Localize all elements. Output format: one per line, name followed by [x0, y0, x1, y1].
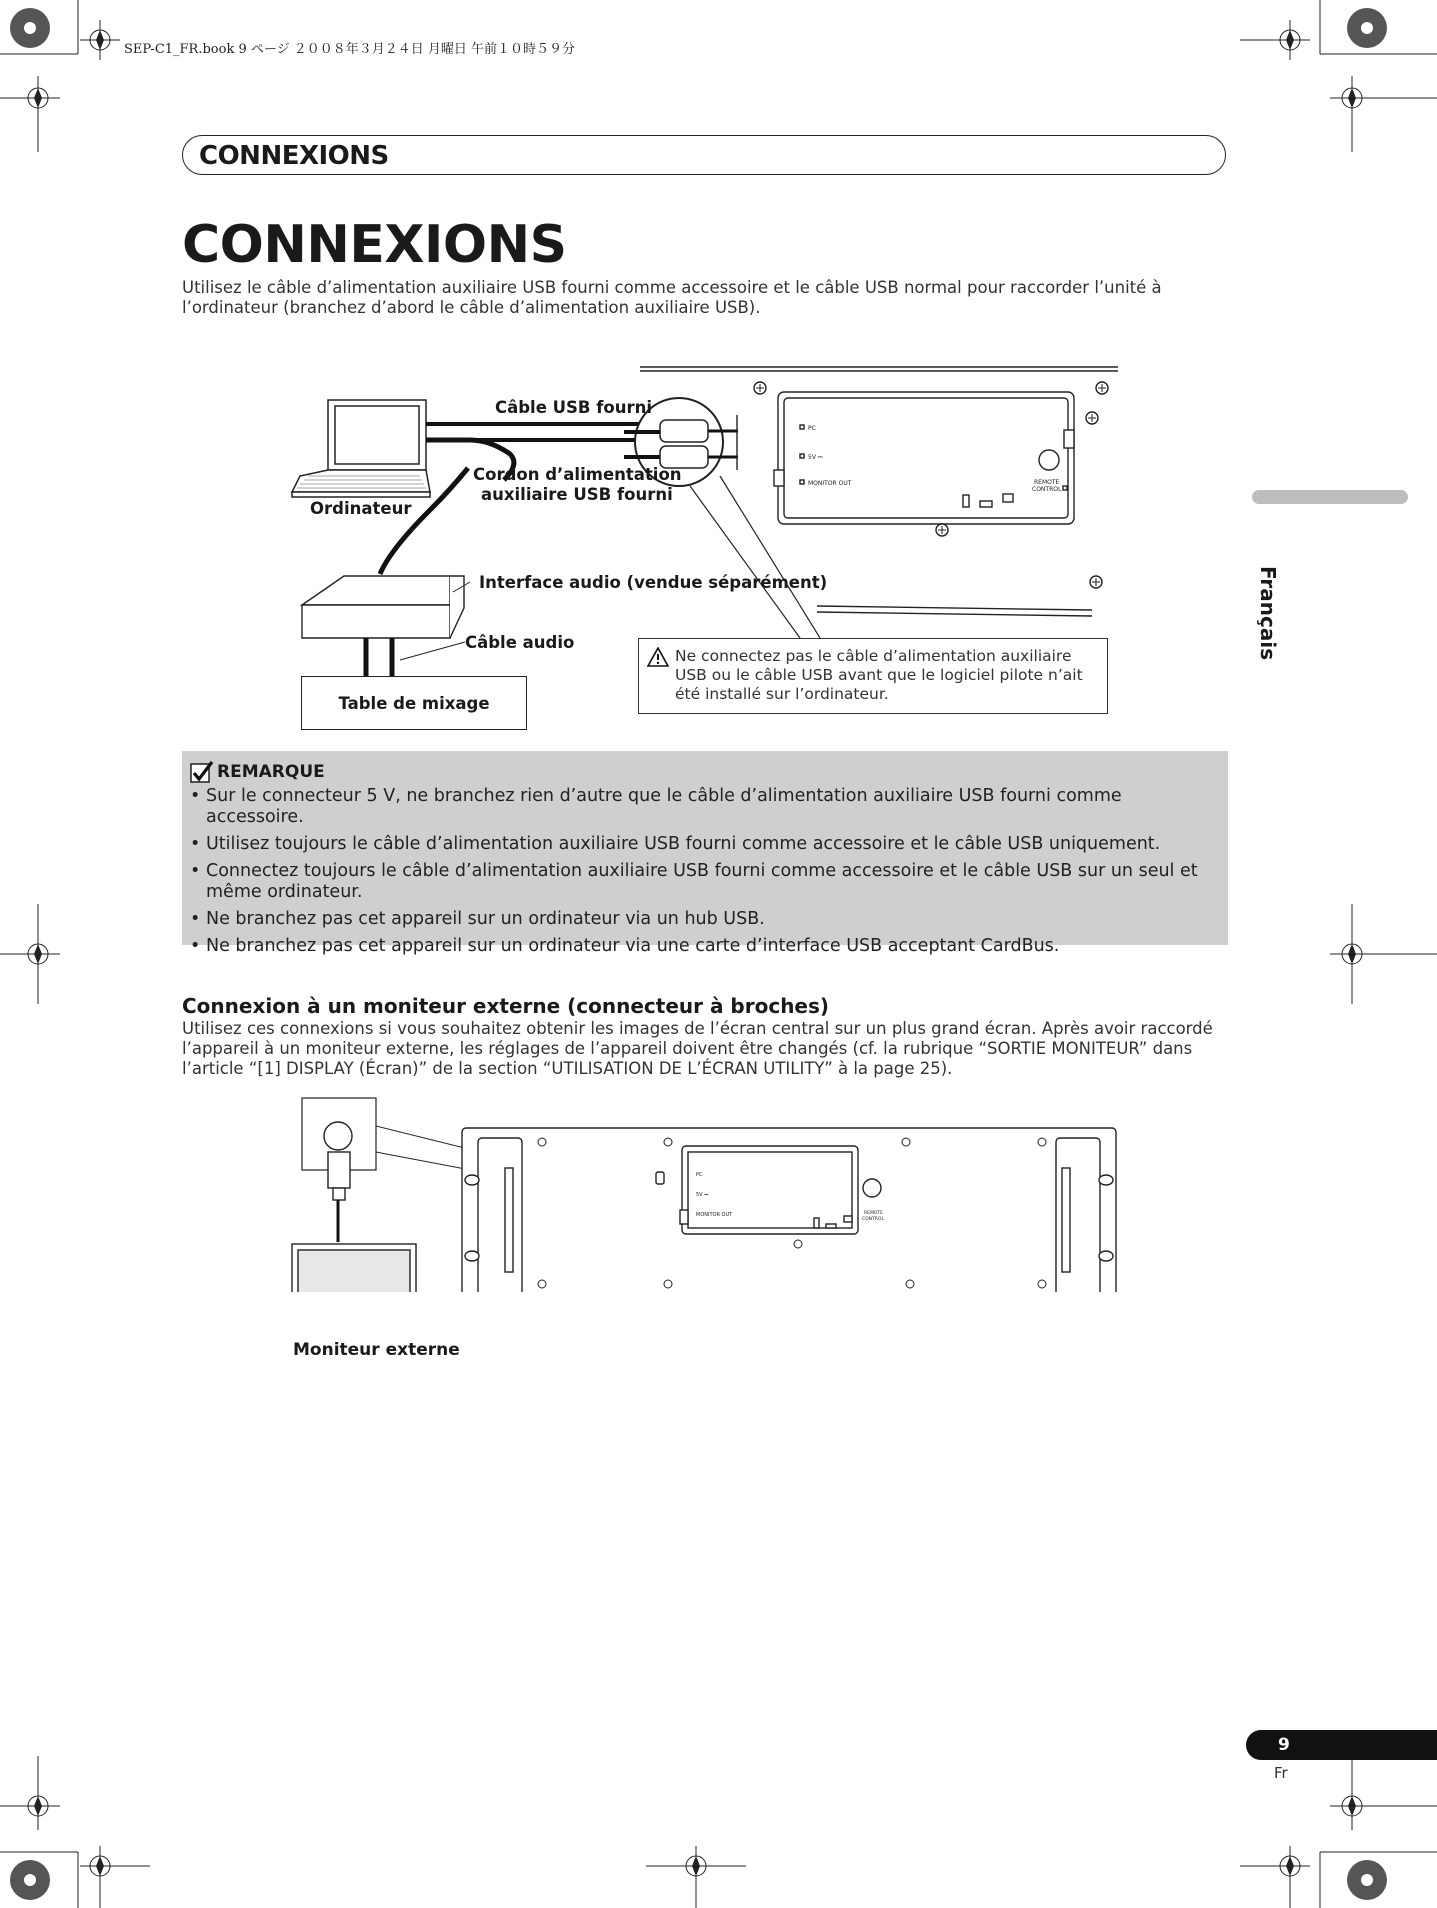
- label-computer: Ordinateur: [310, 499, 412, 518]
- section2-title: Connexion à un moniteur externe (connecteur à broches): [182, 994, 830, 1018]
- external-monitor-illustration: [292, 1244, 416, 1292]
- note-item: • Utilisez toujours le câble d’alimentation auxiliaire USB fourni comme accessoire et le câble USB uniquement.: [190, 834, 1210, 855]
- rack-label-pc: PC: [696, 1172, 703, 1178]
- note-item: • Connectez toujours le câble d’alimentation auxiliaire USB fourni comme accessoire et le câble USB sur un seul et même ordinateur.: [190, 861, 1210, 903]
- corner-starburst-tl: [10, 8, 50, 48]
- page-number: 9: [1278, 1735, 1290, 1755]
- corner-starburst-br: [1347, 1860, 1387, 1900]
- panel-label-remote: REMOTE: [1034, 479, 1060, 486]
- monitor-connector-illustration: [324, 1122, 352, 1200]
- panel-label-monitor-out: MONITOR OUT: [808, 480, 852, 487]
- intro-paragraph: Utilisez le câble d’alimentation auxiliaire USB fourni comme accessoire et le câble USB normal pour raccorder l’unité à l’ordinateur (branchez d’abord le câble d’alimentation auxiliaire USB).: [182, 278, 1162, 317]
- warning-box: [638, 638, 1108, 714]
- rack-label-5v: 5V ⎓: [696, 1192, 709, 1198]
- checkmark-icon: [190, 761, 214, 783]
- panel-label-control: CONTROL: [1032, 486, 1062, 493]
- mixer-box: [301, 676, 527, 730]
- rack-label-remote: REMOTE: [864, 1211, 883, 1216]
- label-external-monitor: Moniteur externe: [293, 1340, 460, 1360]
- note-item: • Ne branchez pas cet appareil sur un ordinateur via un hub USB.: [190, 909, 1210, 930]
- page-title: CONNEXIONS: [182, 215, 567, 275]
- monitor-diagram: [286, 1092, 1126, 1292]
- note-box: [182, 751, 1228, 956]
- language-tab-marker: [1252, 490, 1408, 504]
- laptop-illustration: [292, 400, 430, 497]
- section2-paragraph: Utilisez ces connexions si vous souhaitez obtenir les images de l’écran central sur un plus grand écran. Après avoir raccordé l’appareil à un moniteur externe, les réglages de l’appareil doivent être changés (cf. la rubrique “SORTIE MONITEUR” dans l’article “[1] DISPLAY (Écran)” de la section “UTILISATION DE L’ÉCRAN UTILITY” à la page 25).: [182, 1019, 1213, 1078]
- audio-interface-illustration: [302, 576, 464, 638]
- label-power-cord-line1: Cordon d’alimentation: [473, 465, 682, 484]
- note-heading-label: REMARQUE: [217, 762, 325, 782]
- note-list: [190, 786, 1210, 963]
- label-power-cord-line2: auxiliaire USB fourni: [481, 485, 673, 504]
- panel-label-pc: PC: [808, 425, 816, 432]
- section-header-bar: [182, 135, 1226, 175]
- warning-triangle-icon: [647, 647, 669, 667]
- section-header-label: CONNEXIONS: [199, 141, 389, 171]
- rack-unit-illustration: [462, 1128, 1116, 1292]
- label-usb-cable: Câble USB fourni: [495, 398, 653, 417]
- corner-starburst-tr: [1347, 8, 1387, 48]
- print-header: SEP-C1_FR.book 9 ページ ２００８年３月２４日 月曜日 午前１０時５９分: [124, 42, 576, 57]
- warning-text: Ne connectez pas le câble d’alimentation auxiliaire USB ou le câble USB avant que le logiciel pilote n’ait été installé sur l’ordinateur.: [675, 647, 1083, 703]
- note-item: • Sur le connecteur 5 V, ne branchez rien d’autre que le câble d’alimentation auxiliaire USB fourni comme accessoire.: [190, 786, 1210, 828]
- language-tab-label: Français: [1256, 566, 1280, 661]
- rack-label-monitor-out: MONITOR OUT: [696, 1212, 733, 1218]
- rack-label-control: CONTROL: [862, 1217, 884, 1222]
- note-item: • Ne branchez pas cet appareil sur un ordinateur via une carte d’interface USB acceptant CardBus.: [190, 936, 1210, 957]
- note-heading: [190, 761, 325, 783]
- corner-starburst-bl: [10, 1860, 50, 1900]
- page-language-code: Fr: [1274, 1764, 1288, 1782]
- panel-label-5v: 5V ⎓: [808, 454, 823, 461]
- label-audio-cable: Câble audio: [465, 633, 575, 652]
- label-audio-interface: Interface audio (vendue séparément): [479, 573, 828, 592]
- label-mixer: Table de mixage: [338, 693, 490, 713]
- page-number-tab: [1246, 1730, 1437, 1760]
